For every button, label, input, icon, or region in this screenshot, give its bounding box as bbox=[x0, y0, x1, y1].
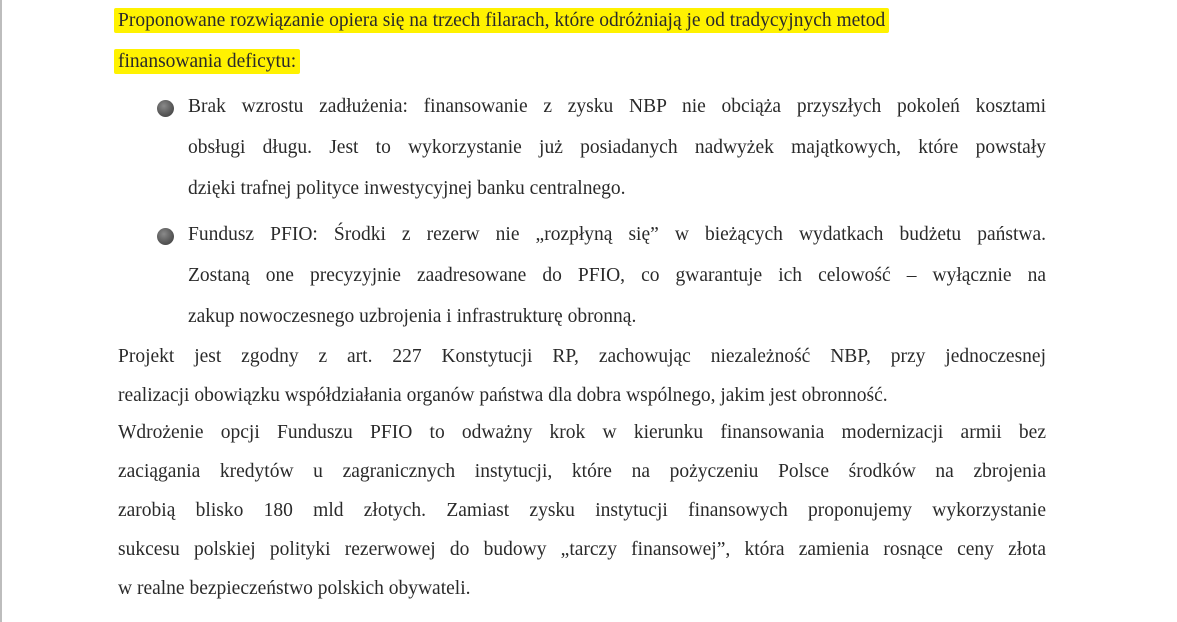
paragraph-2-line-5: w realne bezpieczeństwo polskich obywateli. bbox=[118, 578, 471, 599]
bullet-2-line-1: Fundusz PFIO: Środki z rezerw nie „rozpłyną się” w bieżących wydatkach budżetu państwa. bbox=[188, 224, 1046, 245]
paragraph-1-line-1: Projekt jest zgodny z art. 227 Konstytucji RP, zachowując niezależność NBP, przy jednoczesnej bbox=[118, 346, 1046, 367]
paragraph-1-line-2: realizacji obowiązku współdziałania organów państwa dla dobra wspólnego, jakim jest obronność. bbox=[118, 385, 888, 406]
scan-edge bbox=[0, 0, 2, 622]
bullet-icon bbox=[157, 228, 174, 245]
bullet-1-line-1: Brak wzrostu zadłużenia: finansowanie z zysku NBP nie obciąża przyszłych pokoleń kosztami bbox=[188, 96, 1046, 117]
highlight-mark: Proponowane rozwiązanie opiera się na trzech filarach, które odróżniają je od tradycyjnych metod bbox=[114, 8, 889, 33]
paragraph-2-line-3: zarobią blisko 180 mld złotych. Zamiast zysku instytucji finansowych proponujemy wykorzystanie bbox=[118, 500, 1046, 521]
bullet-icon bbox=[157, 100, 174, 117]
bullet-1-line-3: dzięki trafnej polityce inwestycyjnej banku centralnego. bbox=[188, 178, 626, 199]
paragraph-2-line-2: zaciągania kredytów u zagranicznych instytucji, które na pożyczeniu Polsce środków na zbrojenia bbox=[118, 461, 1046, 482]
highlighted-intro-line-1 bbox=[118, 9, 889, 33]
paragraph-2-line-1: Wdrożenie opcji Funduszu PFIO to odważny krok w kierunku finansowania modernizacji armii bez bbox=[118, 422, 1046, 443]
highlight-mark: finansowania deficytu: bbox=[114, 49, 300, 74]
bullet-1-line-2: obsługi długu. Jest to wykorzystanie już posiadanych nadwyżek majątkowych, które powstały bbox=[188, 137, 1046, 158]
highlighted-intro-line-2 bbox=[118, 50, 300, 74]
bullet-2-line-3: zakup nowoczesnego uzbrojenia i infrastrukturę obronną. bbox=[188, 306, 637, 327]
paragraph-2-line-4: sukcesu polskiej polityki rezerwowej do budowy „tarczy finansowej”, która zamienia rosnące ceny złota bbox=[118, 539, 1046, 560]
bullet-2-line-2: Zostaną one precyzyjnie zaadresowane do PFIO, co gwarantuje ich celowość – wyłącznie na bbox=[188, 265, 1046, 286]
